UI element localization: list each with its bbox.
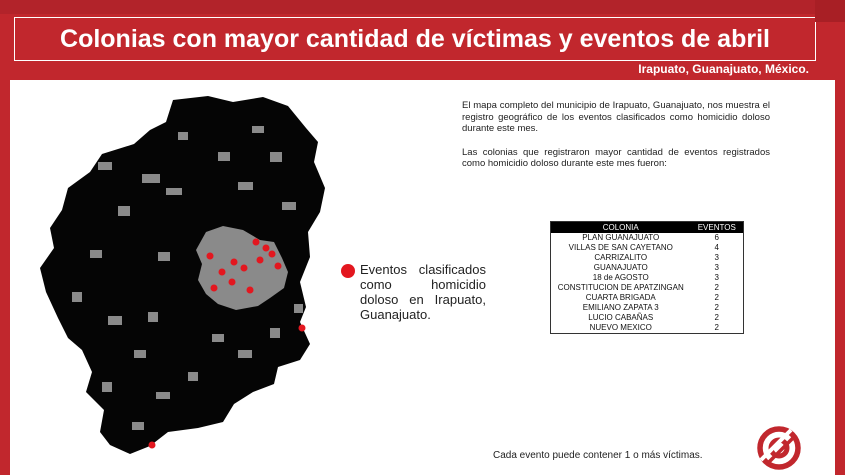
eventos-cell: 2: [714, 282, 719, 292]
table-row: [551, 243, 744, 253]
table-row: [551, 263, 744, 273]
table-row: [551, 253, 744, 263]
legend-label: Eventos clasificados como homicidio doloso en Irapuato, Guanajuato.: [360, 262, 486, 322]
colonia-cell: CONSTITUCION DE APATZINGAN: [557, 282, 684, 292]
table-row: [551, 293, 744, 303]
table-row: [551, 313, 744, 323]
table-header-row: [551, 222, 744, 233]
header-colonia: COLONIA: [551, 222, 691, 233]
description-paragraph-2: Las colonias que registraron mayor cantidad de eventos registrados como homicidio doloso durante este mes fueron:: [462, 146, 770, 169]
table-row: [551, 273, 744, 283]
table-row: [551, 283, 744, 293]
eventos-cell: 3: [714, 262, 719, 272]
eventos-cell: 3: [714, 272, 719, 282]
colonia-cell: CARRIZALITO: [594, 252, 648, 262]
table-row: [551, 323, 744, 334]
header-bar: [0, 0, 845, 80]
title-frame: [14, 17, 816, 61]
right-border: [835, 80, 845, 475]
brand-logo-icon: [756, 425, 802, 471]
municipality-map: [38, 92, 328, 458]
colonias-table: [550, 221, 744, 334]
eventos-cell: 2: [714, 322, 719, 332]
eventos-cell: 3: [714, 252, 719, 262]
footnote: Cada evento puede contener 1 o más víctimas.: [493, 450, 703, 461]
colonia-cell: CUARTA BRIGADA: [585, 292, 656, 302]
colonia-cell: 18 de AGOSTO: [592, 272, 649, 282]
header-eventos: EVENTOS: [691, 222, 744, 233]
description: [462, 100, 770, 170]
page-subtitle: Irapuato, Guanajuato, México.: [638, 62, 809, 76]
corner-stripe: [815, 0, 845, 22]
eventos-cell: 6: [714, 232, 719, 242]
colonia-cell: NUEVO MEXICO: [589, 322, 652, 332]
colonia-cell: EMILIANO ZAPATA 3: [582, 302, 659, 312]
eventos-cell: 4: [714, 242, 719, 252]
eventos-cell: 2: [714, 302, 719, 312]
eventos-cell: 2: [714, 312, 719, 322]
eventos-cell: 2: [714, 292, 719, 302]
description-paragraph-1: El mapa completo del municipio de Irapuato, Guanajuato, nos muestra el registro geográfico de los eventos clasificados como homicidio doloso durante este mes.: [462, 100, 770, 134]
page-title: Colonias con mayor cantidad de víctimas y eventos de abril: [60, 25, 770, 53]
table-row: [551, 233, 744, 243]
colonia-cell: LUCIO CABAÑAS: [588, 312, 654, 322]
left-border: [0, 80, 10, 475]
legend-marker: [341, 264, 355, 278]
table-row: [551, 303, 744, 313]
colonia-cell: PLAN GUANAJUATO: [582, 232, 660, 242]
colonia-cell: GUANAJUATO: [593, 262, 648, 272]
colonia-cell: VILLAS DE SAN CAYETANO: [568, 242, 673, 252]
header-top-band: [0, 0, 845, 14]
